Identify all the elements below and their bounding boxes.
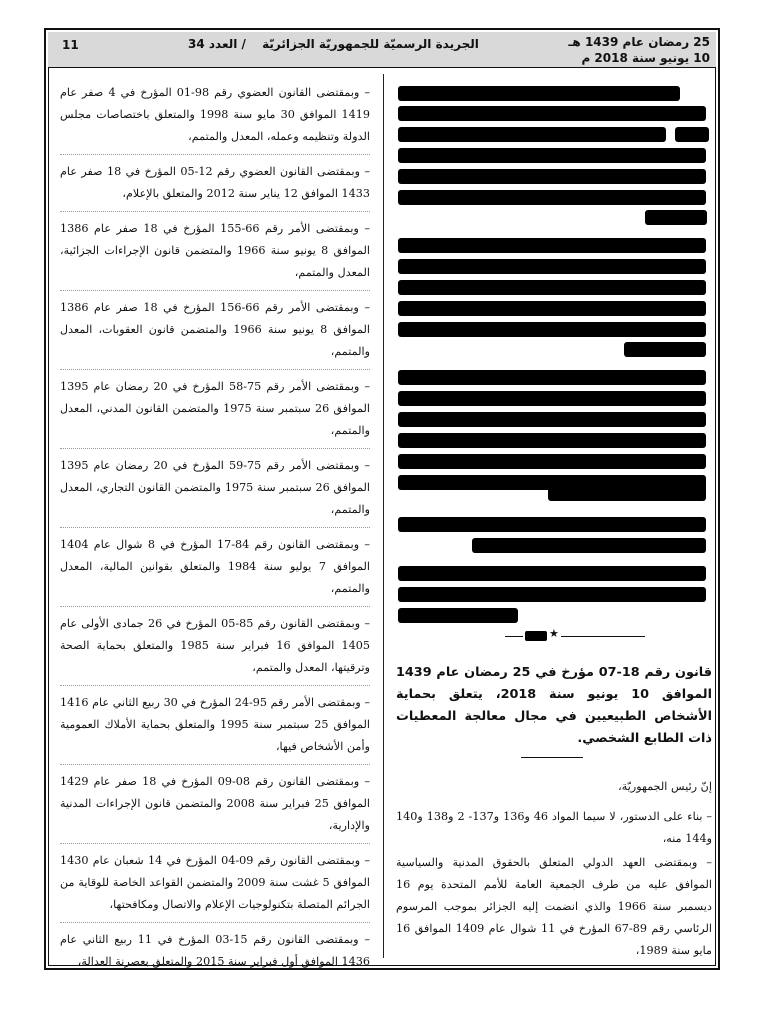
column-divider: [383, 74, 384, 958]
redaction-bar: [398, 517, 706, 532]
preamble-clause: – وبمقتضى القانون رقم 15-03 المؤرخ في 11 ربيع الثاني عام 1436 الموافق أول فبراير سنة 2015 والمتعلق بعصرنة العدالة،: [60, 933, 370, 968]
president-line: إنّ رئيس الجمهوريّة،: [618, 780, 712, 793]
law-title: قانون رقم 18-07 مؤرخ في 25 رمضان عام 1439 الموافق 10 يونيو سنة 2018، يتعلق بحماية الأشخاص الطبيعيين في مجال معالجة المعطيات ذات الطابع الشخصي.: [396, 665, 712, 746]
preamble-clause: – وبمقتضى الأمر رقم 75-58 المؤرخ في 20 رمضان عام 1395 الموافق 26 سبتمبر سنة 1975 والمتضمن القانون المدني، المعدل والمتمم،: [60, 376, 370, 449]
preamble-clause: – وبمقتضى القانون رقم 08-09 المؤرخ في 18 صفر عام 1429 الموافق 25 فبراير سنة 2008 والمتضمن قانون الإجراءات المدنية والإدارية،: [60, 771, 370, 844]
gregorian-date: 10 يونيو سنة 2018 م: [581, 51, 710, 65]
preamble-clause: – وبمقتضى الأمر رقم 66-156 المؤرخ في 18 صفر عام 1386 الموافق 8 يونيو سنة 1966 والمتضمن قانون العقوبات، المعدل والمتمم،: [60, 297, 370, 370]
left-column: [60, 82, 370, 985]
redaction-bar: [398, 148, 706, 163]
preamble-clause: – بناء على الدستور، لا سيما المواد 46 و136 و137- 2 و138 و140 و144 منه،: [396, 810, 713, 845]
redaction-bar: [398, 106, 706, 121]
redaction-bar: [675, 127, 709, 142]
redaction-bar: [398, 190, 706, 205]
redaction-bar: [398, 454, 706, 469]
preamble-clause: – وبمقتضى القانون رقم 09-04 المؤرخ في 14 شعبان عام 1430 الموافق 5 غشت سنة 2009 والمتضمن القواعد الخاصة للوقاية من الجرائم المتصلة بتكنولوجيات الإعلام والاتصال ومكافحتها،: [60, 850, 370, 923]
redaction-bar: [398, 86, 680, 101]
page-number: 11: [62, 38, 79, 52]
redaction-bar: [624, 342, 706, 357]
separator-ornament: [525, 631, 547, 641]
redaction-bar: [398, 238, 706, 253]
redaction-bar: [398, 412, 706, 427]
gazette-name: الجريدة الرسميّة للجمهوريّة الجزائريّة: [262, 37, 479, 51]
gazette-title: [188, 37, 479, 51]
redaction-bar: [398, 566, 706, 581]
redaction-bar: [398, 433, 706, 448]
section-separator: [505, 627, 645, 642]
preamble-clause: – وبمقتضى القانون العضوي رقم 98-01 المؤرخ في 4 صفر عام 1419 الموافق 30 مايو سنة 1998 والمتعلق باختصاصات مجلس الدولة وتنظيمه وعمله، المعدل والمتمم،: [60, 82, 370, 155]
redaction-bar: [398, 370, 706, 385]
preamble-clause: – وبمقتضى القانون رقم 84-17 المؤرخ في 8 شوال عام 1404 الموافق 7 يوليو سنة 1984 والمتعلق بقوانين المالية، المعدل والمتمم،: [60, 534, 370, 607]
preamble-clause: – وبمقتضى الأمر رقم 66-155 المؤرخ في 18 صفر عام 1386 الموافق 8 يونيو سنة 1966 والمتضمن قانون الإجراءات الجزائية، المعدل والمتمم،: [60, 218, 370, 291]
hijri-date: 25 رمضان عام 1439 هـ: [568, 35, 710, 49]
redaction-bar: [548, 486, 706, 501]
redaction-bar: [398, 322, 706, 337]
redaction-bar: [398, 301, 706, 316]
redaction-bar: [398, 587, 706, 602]
redaction-bar: [398, 608, 518, 623]
redaction-bar: [398, 280, 706, 295]
redaction-bar: [645, 210, 707, 225]
redaction-bar: [398, 391, 706, 406]
separator-line: [561, 636, 645, 637]
separator-line: [505, 636, 523, 637]
preamble-clause: – وبمقتضى القانون العضوي رقم 12-05 المؤرخ في 18 صفر عام 1433 الموافق 12 يناير سنة 2012 والمتعلق بالإعلام،: [60, 161, 370, 212]
issue-number: / العدد 34: [188, 37, 246, 51]
star-ornament: ★: [549, 627, 559, 640]
redaction-bar: [472, 538, 706, 553]
redaction-bar: [398, 259, 706, 274]
redaction-bar: [398, 169, 706, 184]
preamble-clause: – وبمقتضى العهد الدولي المتعلق بالحقوق المدنية والسياسية الموافق عليه من طرف الجمعية العامة للأمم المتحدة يوم 16 ديسمبر سنة 1966 والذي انضمت إليه الجزائر بموجب المرسوم الرئاسي رقم 89-67 المؤرخ في 11 شوال عام 1409 الموافق 16 مايو سنة 1989،: [396, 856, 712, 957]
preamble-clause: – وبمقتضى القانون رقم 85-05 المؤرخ في 26 جمادى الأولى عام 1405 الموافق 16 فبراير سنة 1985 والمتعلق بحماية الصحة وترقيتها، المعدل والمتمم،: [60, 613, 370, 686]
preamble-clause: – وبمقتضى الأمر رقم 75-59 المؤرخ في 20 رمضان عام 1395 الموافق 26 سبتمبر سنة 1975 والمتضمن القانون التجاري، المعدل والمتمم،: [60, 455, 370, 528]
title-underline: [521, 757, 583, 758]
redaction-bar: [398, 127, 666, 142]
preamble-clause: – وبمقتضى الأمر رقم 95-24 المؤرخ في 30 ربيع الثاني عام 1416 الموافق 25 سبتمبر سنة 1995 والمتعلق بحماية الأملاك العمومية وأمن الأشخاص فيها،: [60, 692, 370, 765]
